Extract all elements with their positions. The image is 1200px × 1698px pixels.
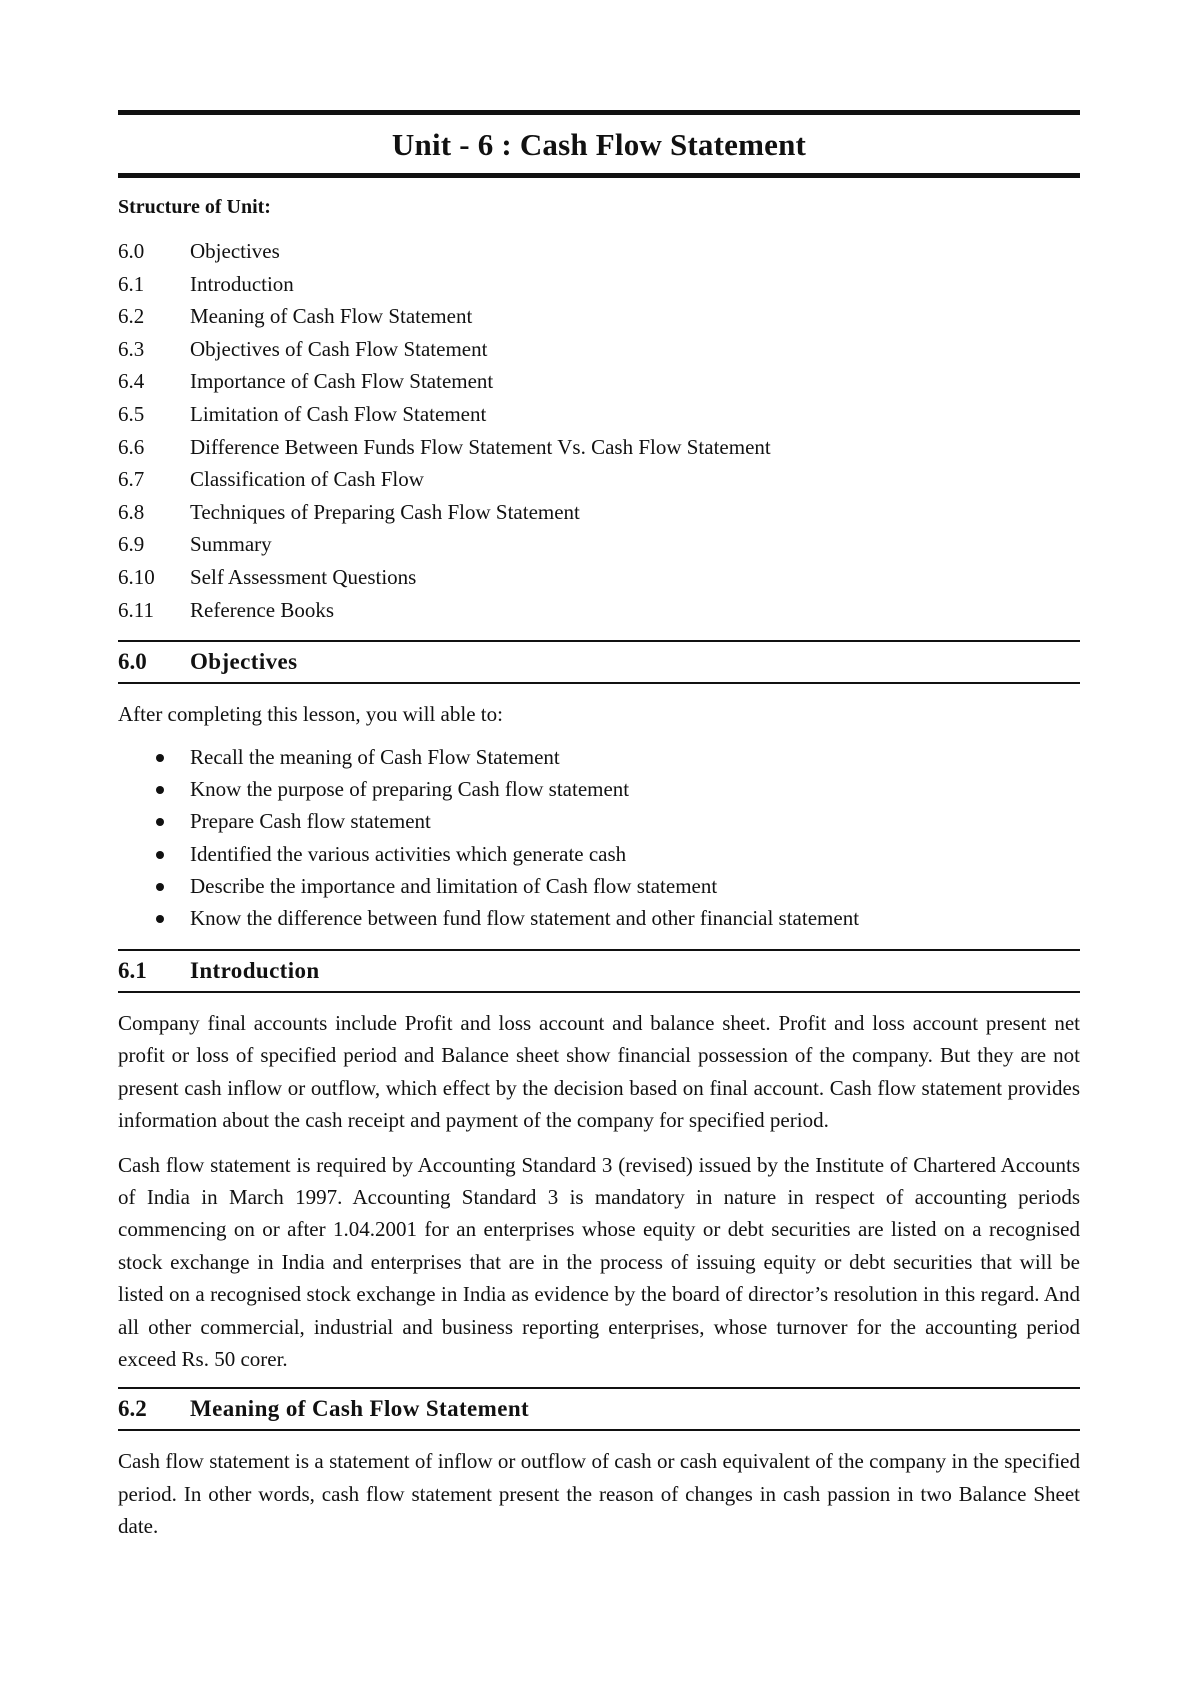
toc-item-number: 6.5	[118, 401, 145, 426]
bullet-icon	[118, 902, 190, 934]
toc-item-number: 6.2	[118, 304, 145, 329]
list-item	[118, 870, 1080, 902]
toc-item	[118, 463, 1080, 496]
objectives-list	[118, 741, 1080, 935]
bullet-icon	[118, 870, 190, 902]
bullet-icon	[118, 773, 190, 805]
section-heading-meaning	[118, 1387, 1080, 1431]
toc-item-label: Self Assessment Questions	[190, 564, 417, 589]
list-item-text: Know the difference between fund flow statement and other financial statement	[190, 906, 860, 931]
structure-label: Structure of Unit:	[118, 196, 271, 218]
toc-item	[118, 398, 1080, 431]
toc-item-label: Meaning of Cash Flow Statement	[190, 304, 473, 329]
toc-item-number: 6.0	[118, 239, 145, 263]
toc-item	[118, 496, 1080, 529]
table-of-contents	[118, 235, 1080, 626]
introduction-paragraph: Cash flow statement is required by Accounting Standard 3 (revised) issued by the Institute of Chartered Accounts of India in March 1997. Accounting Standard 3 is mandatory in nature in respect of accounting periods commencing on or after 1.04.2001 for an enterprises whose equity or debt securities are listed on a recognised stock exchange in India and enterprises that are in the process of issuing equity or debt securities that will be listed on a recognised stock exchange in India as evidence by the board of director’s resolution in this regard. And all other commercial, industrial and business reporting enterprises, whose turnover for the accounting period exceed Rs. 50 corer.	[118, 1152, 1080, 1371]
section-number: 6.0	[118, 649, 147, 675]
list-item	[118, 741, 1080, 773]
toc-item-number: 6.6	[118, 434, 145, 459]
toc-item	[118, 365, 1080, 398]
list-item	[118, 902, 1080, 934]
toc-item-number: 6.9	[118, 532, 145, 557]
section-heading-introduction	[118, 949, 1080, 993]
list-item	[118, 838, 1080, 870]
toc-item	[118, 235, 1080, 268]
bullet-icon	[118, 741, 190, 773]
toc-item-label: Limitation of Cash Flow Statement	[190, 401, 487, 426]
toc-item-number: 6.11	[118, 597, 154, 622]
toc-item	[118, 268, 1080, 301]
toc-item-label: Summary	[190, 532, 272, 557]
toc-item-label: Importance of Cash Flow Statement	[190, 369, 494, 394]
list-item-text: Prepare Cash flow statement	[190, 809, 431, 834]
bullet-icon	[118, 838, 190, 870]
toc-item	[118, 561, 1080, 594]
toc-item	[118, 528, 1080, 561]
toc-item-label: Objectives	[190, 239, 280, 263]
list-item	[118, 773, 1080, 805]
toc-item	[118, 594, 1080, 627]
page-title: Unit - 6 : Cash Flow Statement	[391, 127, 807, 162]
section-title: Objectives	[190, 649, 298, 675]
list-item-text: Recall the meaning of Cash Flow Statement	[190, 744, 560, 769]
list-item-text: Describe the importance and limitation of Cash flow statement	[190, 874, 718, 899]
toc-item-number: 6.7	[118, 467, 145, 492]
toc-item-label: Classification of Cash Flow	[190, 467, 424, 492]
toc-item-label: Objectives of Cash Flow Statement	[190, 336, 488, 361]
objectives-intro: After completing this lesson, you will able to:	[118, 702, 503, 727]
section-title: Introduction	[190, 957, 320, 983]
toc-item	[118, 431, 1080, 464]
list-item-text: Identified the various activities which generate cash	[190, 841, 627, 866]
document-page	[118, 110, 1080, 1555]
toc-item	[118, 333, 1080, 366]
toc-item-number: 6.4	[118, 369, 145, 394]
list-item	[118, 805, 1080, 837]
section-heading-objectives	[118, 640, 1080, 684]
meaning-paragraph: Cash flow statement is a statement of inflow or outflow of cash or cash equivalent of the company in the specified period. In other words, cash flow statement present the reason of changes in cash passion in two Balance Sheet date.	[118, 1449, 1080, 1539]
toc-item-number: 6.10	[118, 564, 155, 589]
section-title: Meaning of Cash Flow Statement	[190, 1396, 530, 1422]
toc-item-label: Reference Books	[190, 597, 335, 622]
introduction-paragraph: Company final accounts include Profit and loss account and balance sheet. Profit and loss account present net profit or loss of specified period and Balance sheet show financial possession of the company. But they are not present cash inflow or outflow, which effect by the decision based on final account. Cash flow statement provides information about the cash receipt and payment of the company for specified period.	[118, 1010, 1080, 1133]
bullet-icon	[118, 805, 190, 837]
toc-item-label: Difference Between Funds Flow Statement Vs. Cash Flow Statement	[190, 434, 771, 459]
toc-item-number: 6.3	[118, 336, 145, 361]
section-number: 6.1	[118, 957, 147, 983]
toc-item-number: 6.1	[118, 271, 145, 296]
toc-item-number: 6.8	[118, 499, 145, 524]
section-number: 6.2	[118, 1396, 147, 1422]
toc-item-label: Techniques of Preparing Cash Flow Statement	[190, 499, 580, 524]
list-item-text: Know the purpose of preparing Cash flow statement	[190, 776, 630, 801]
title-block	[118, 110, 1080, 178]
toc-item	[118, 300, 1080, 333]
toc-item-label: Introduction	[190, 271, 294, 296]
